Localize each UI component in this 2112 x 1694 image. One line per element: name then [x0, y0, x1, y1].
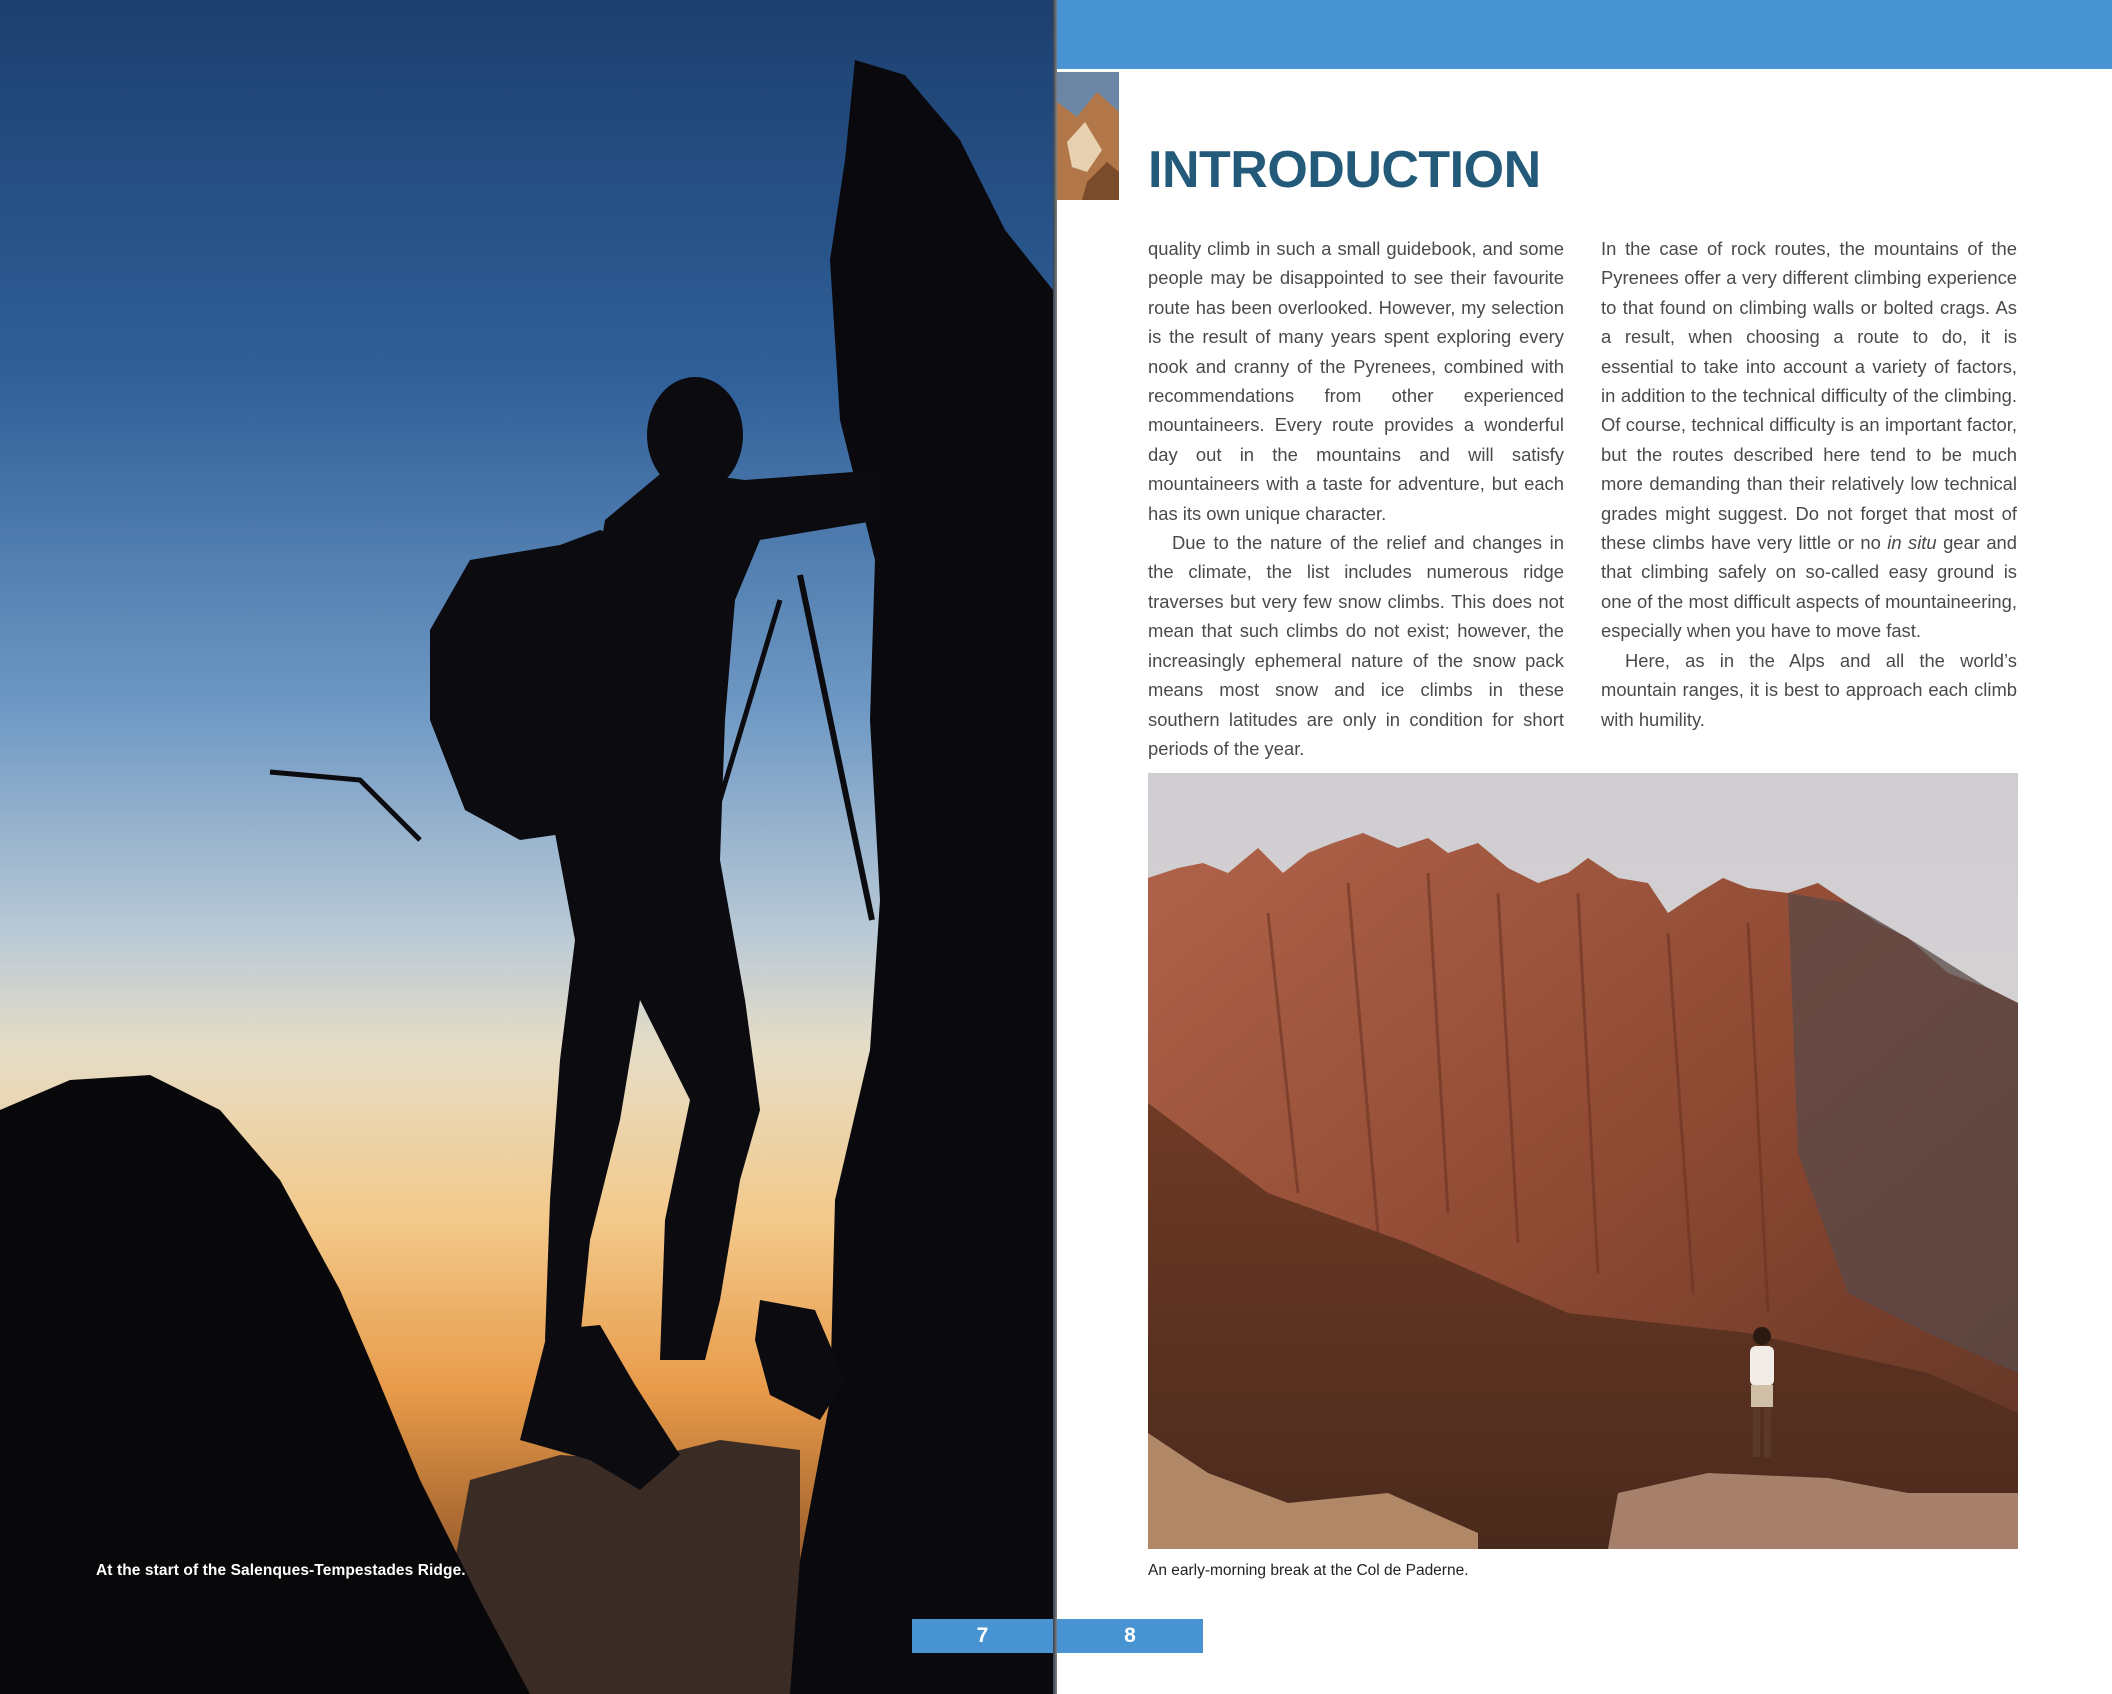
header-color-bar [1057, 0, 2112, 69]
body-text-column-right [1601, 234, 2017, 734]
body-text-column-left [1148, 234, 1564, 763]
page-number-left: 7 [912, 1619, 1053, 1653]
page-number-right: 8 [1057, 1619, 1203, 1653]
climber-silhouette-photo [0, 0, 1053, 1694]
left-photo-caption: At the start of the Salenques-Tempestades Ridge. [96, 1562, 466, 1579]
left-page [0, 0, 1053, 1694]
paragraph [1601, 234, 2017, 646]
paragraph: Here, as in the Alps and all the world’s mountain ranges, it is best to approach each climb with humility. [1601, 649, 2017, 730]
page-title: INTRODUCTION [1148, 140, 1541, 199]
paragraph: quality climb in such a small guidebook, and some people may be disappointed to see their favourite route has been overlooked. However, my selection is the result of many years spent exploring every nook and cranny of the Pyrenees, combined with recommendations from other experienced mountaineers. Every route provides a wonderful day out in the mountains and will satisfy mountaineers with a taste for adventure, but each has its own unique character. [1148, 238, 1564, 524]
italic-term: in situ [1887, 532, 1937, 554]
paragraph-text: gear and that climbing safely on so-called easy ground is one of the most difficult aspects of mountaineering, especially when you have to move fast. [1601, 532, 2017, 642]
paragraph-text: In the case of rock routes, the mountains of the Pyrenees offer a very different climbing experience to that found on climbing walls or bolted crags. As a result, when choosing a route to do, it is essential to take into account a variety of factors, in addition to the technical difficulty of the climbing. Of course, technical difficulty is an important factor, but the routes described here tend to be much more demanding than their relatively low technical grades might suggest. Do not forget that most of these climbs have very little or no [1601, 238, 2017, 554]
right-photo-caption: An early-morning break at the Col de Paderne. [1148, 1562, 1469, 1579]
mountain-wall-photo [1148, 773, 2018, 1549]
paragraph: Due to the nature of the relief and changes in the climate, the list includes numerous ridge traverses but very few snow climbs. This does not mean that such climbs do not exist; however, the increasingly ephemeral nature of the snow pack means most snow and ice climbs in these southern latitudes are only in condition for short periods of the year. [1148, 532, 1564, 759]
page-gutter [1053, 0, 1057, 1694]
chapter-thumbnail-image [1057, 72, 1119, 200]
